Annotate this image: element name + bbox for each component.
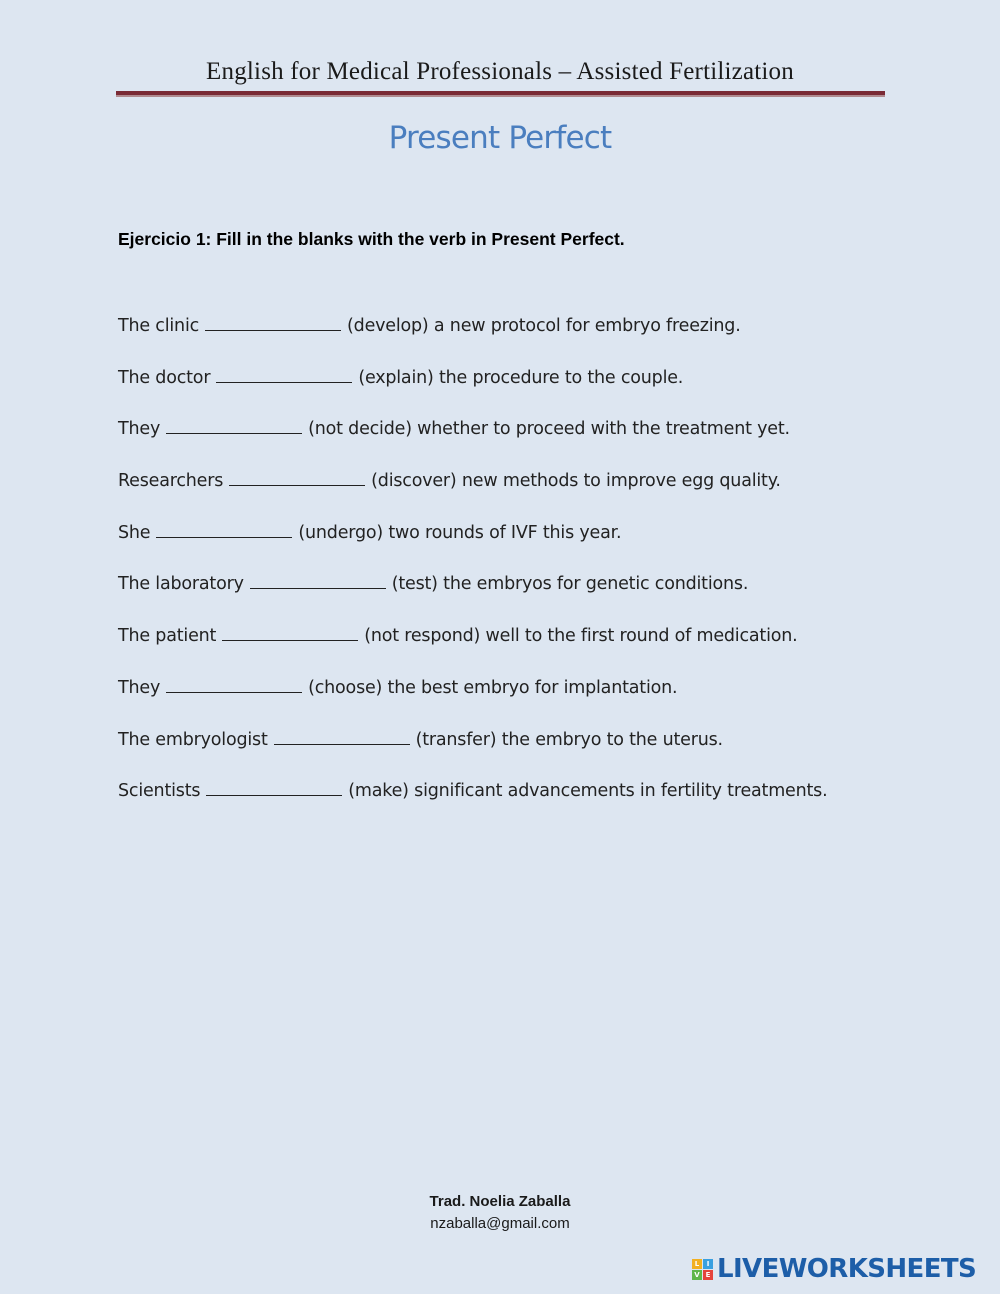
footer-author-email: nzaballa@gmail.com [430, 1215, 570, 1232]
exercise-item-2 [118, 368, 938, 420]
page-title: Present Perfect [388, 120, 612, 156]
exercise-text-after: (make) significant advancements in fertility treatments. [348, 781, 828, 802]
exercise-item-5 [118, 523, 938, 575]
exercise-text-after: (not decide) whether to proceed with the treatment yet. [308, 419, 790, 440]
answer-blank-7[interactable] [222, 626, 358, 641]
exercise-text-before: They [118, 677, 161, 698]
exercise-text-after: (not respond) well to the first round of medication. [364, 626, 798, 647]
exercise-text-after: (transfer) the embryo to the uterus. [415, 729, 723, 750]
exercise-item-10 [118, 781, 938, 833]
logo-mark-letter: L [692, 1259, 702, 1269]
liveworksheets-logo-text: LIVEWORKSHEETS [717, 1254, 977, 1284]
exercise-text-before: The embryologist [118, 729, 268, 750]
answer-blank-2[interactable] [216, 368, 352, 383]
answer-blank-9[interactable] [274, 730, 410, 745]
exercise-text-after: (explain) the procedure to the couple. [358, 367, 684, 388]
exercise-text-before: Researchers [118, 471, 224, 492]
exercise-list [118, 316, 938, 833]
answer-blank-1[interactable] [205, 316, 341, 331]
exercise-item-8 [118, 678, 938, 730]
answer-blank-10[interactable] [206, 781, 342, 796]
liveworksheets-logo[interactable] [692, 1254, 976, 1284]
answer-blank-6[interactable] [250, 574, 386, 589]
exercise-item-3 [118, 419, 938, 471]
footer-author-name: Trad. Noelia Zaballa [429, 1193, 571, 1210]
exercise-item-6 [118, 574, 938, 626]
exercise-item-4 [118, 471, 938, 523]
exercise-text-before: They [118, 419, 161, 440]
answer-blank-5[interactable] [156, 523, 292, 538]
exercise-text-before: The laboratory [118, 574, 244, 595]
exercise-text-after: (develop) a new protocol for embryo freezing. [347, 316, 741, 336]
exercise-text-after: (test) the embryos for genetic conditions. [391, 574, 749, 595]
exercise-text-before: The clinic [118, 316, 200, 336]
header-divider [116, 91, 885, 97]
exercise-text-after: (discover) new methods to improve egg quality. [371, 471, 781, 492]
answer-blank-3[interactable] [166, 419, 302, 434]
answer-blank-8[interactable] [166, 678, 302, 693]
answer-blank-4[interactable] [229, 471, 365, 486]
exercise-item-1 [118, 316, 938, 368]
exercise-item-9 [118, 730, 938, 782]
document-header-title: English for Medical Professionals – Assisted Fertilization [206, 58, 794, 85]
liveworksheets-logo-icon [692, 1259, 713, 1280]
logo-mark-letter: I [703, 1259, 713, 1269]
exercise-text-before: The patient [118, 626, 217, 647]
exercise-text-before: She [118, 522, 151, 543]
exercise-text-before: The doctor [118, 367, 211, 388]
logo-mark-letter: V [692, 1270, 702, 1280]
exercise-text-after: (undergo) two rounds of IVF this year. [298, 522, 622, 543]
exercise-item-7 [118, 626, 938, 678]
exercise-text-before: Scientists [118, 781, 201, 802]
exercise-instruction: Ejercicio 1: Fill in the blanks with the verb in Present Perfect. [118, 229, 625, 249]
exercise-text-after: (choose) the best embryo for implantation. [308, 677, 678, 698]
logo-mark-letter: E [703, 1270, 713, 1280]
